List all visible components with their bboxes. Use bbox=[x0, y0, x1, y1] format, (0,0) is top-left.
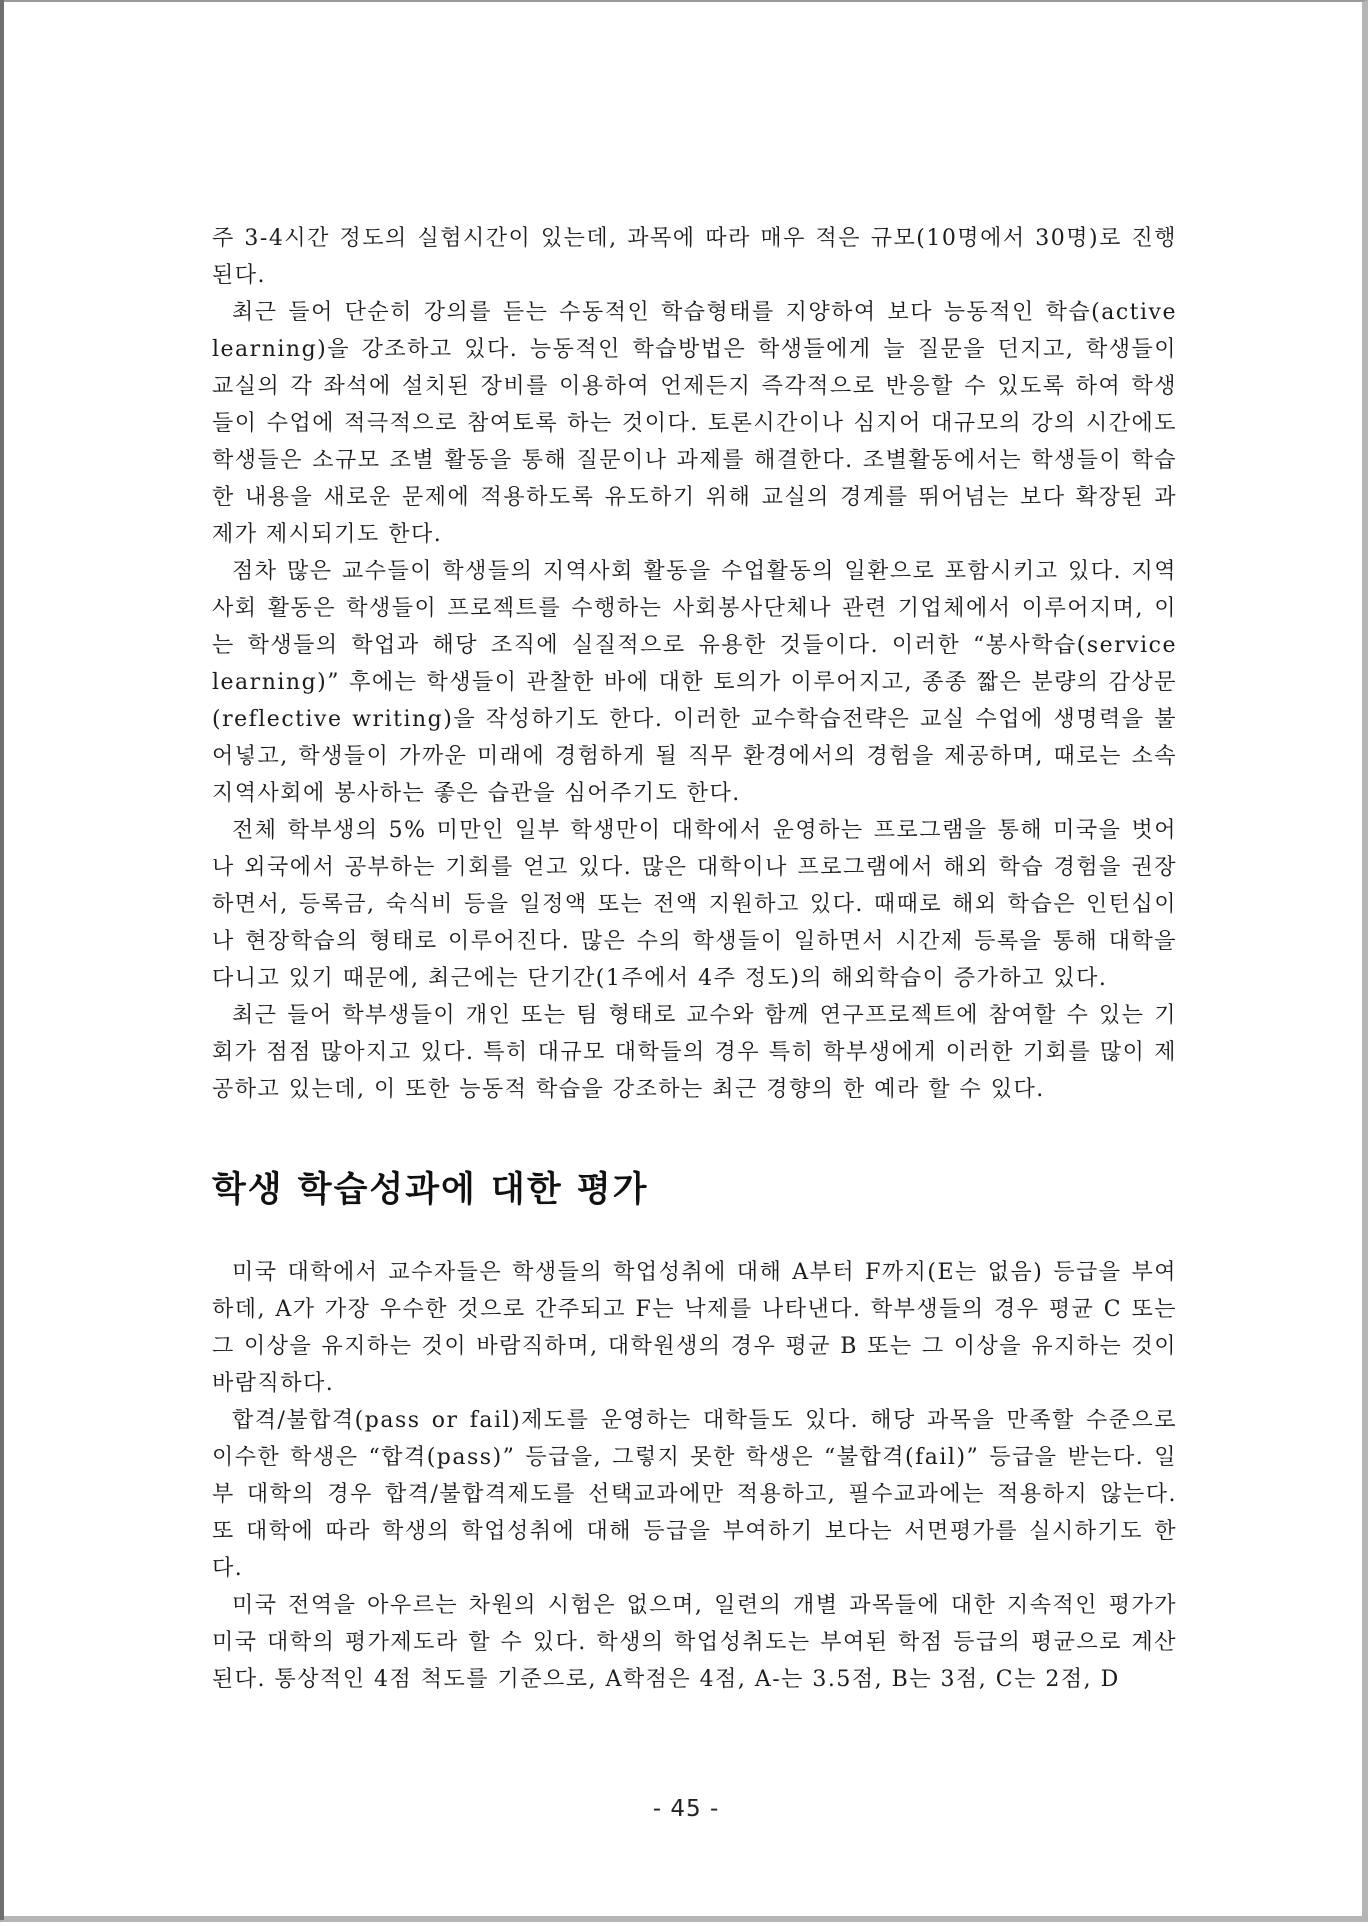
body-paragraph: 전체 학부생의 5% 미만인 일부 학생만이 대학에서 운영하는 프로그램을 통해 미국을 벗어나 외국에서 공부하는 기회를 얻고 있다. 많은 대학이나 프로그램에서 해외 학습 경험을 권장하면서, 등록금, 숙식비 등을 일정액 또는 전액 지원하고 있다. 때때로 해외 학습은 인턴십이나 현장학습의 형태로 이루어진다. 많은 수의 학생들이 일하면서 시간제 등록을 통해 대학을 다니고 있기 때문에, 최근에는 단기간(1주에서 4주 정도)의 해외학습이 증가하고 있다. bbox=[212, 818, 1177, 991]
page-number: - 45 - bbox=[652, 1796, 720, 1822]
body-section-before bbox=[212, 220, 1177, 1108]
body-paragraph: 점차 많은 교수들이 학생들의 지역사회 활동을 수업활동의 일환으로 포함시키고 있다. 지역사회 활동은 학생들이 프로젝트를 수행하는 사회봉사단체나 관련 기업체에서 이루어지며, 이는 학생들의 학업과 해당 조직에 실질적으로 유용한 것들이다. 이러한 “봉사학습(service learning)” 후에는 학생들이 관찰한 바에 대한 토의가 이루어지고, 종종 짧은 분량의 감상문(reflective writing)을 작성하기도 한다. 이러한 교수학습전략은 교실 수업에 생명력을 불어넣고, 학생들이 가까운 미래에 경험하게 될 직무 환경에서의 경험을 제공하며, 때로는 소속 지역사회에 봉사하는 좋은 습관을 심어주기도 한다. bbox=[212, 559, 1177, 806]
body-paragraph: 합격/불합격(pass or fail)제도를 운영하는 대학들도 있다. 해당 과목을 만족할 수준으로 이수한 학생은 “합격(pass)” 등급을, 그렇지 못한 학생은 “불합격(fail)” 등급을 받는다. 일부 대학의 경우 합격/불합격제도를 선택교과에만 적용하고, 필수교과에는 적용하지 않는다. 또 대학에 따라 학생의 학업성취에 대해 등급을 부여하기 보다는 서면평가를 실시하기도 한다. bbox=[212, 1408, 1177, 1581]
page-content bbox=[212, 220, 1177, 1698]
body-section-after bbox=[212, 1254, 1177, 1698]
body-paragraph: 최근 들어 학부생들이 개인 또는 팀 형태로 교수와 함께 연구프로젝트에 참여할 수 있는 기회가 점점 많아지고 있다. 특히 대규모 대학들의 경우 특히 학부생에게 이러한 기회를 많이 제공하고 있는데, 이 또한 능동적 학습을 강조하는 최근 경향의 한 예라 할 수 있다. bbox=[212, 1003, 1177, 1102]
page-edge bbox=[0, 0, 4, 1920]
body-paragraph: 최근 들어 단순히 강의를 듣는 수동적인 학습형태를 지양하여 보다 능동적인 학습(active learning)을 강조하고 있다. 능동적인 학습방법은 학생들에게 늘 질문을 던지고, 학생들이 교실의 각 좌석에 설치된 장비를 이용하여 언제든지 즉각적으로 반응할 수 있도록 하여 학생들이 수업에 적극적으로 참여토록 하는 것이다. 토론시간이나 심지어 대규모의 강의 시간에도 학생들은 소규모 조별 활동을 통해 질문이나 과제를 해결한다. 조별활동에서는 학생들이 학습한 내용을 새로운 문제에 적용하도록 유도하기 위해 교실의 경계를 뛰어넘는 보다 확장된 과제가 제시되기도 한다. bbox=[212, 300, 1177, 547]
body-paragraph: 주 3-4시간 정도의 실험시간이 있는데, 과목에 따라 매우 적은 규모(10명에서 30명)로 진행된다. bbox=[212, 226, 1177, 288]
section-heading: 학생 학습성과에 대한 평가 bbox=[212, 1170, 649, 1210]
body-paragraph: 미국 대학에서 교수자들은 학생들의 학업성취에 대해 A부터 F까지(E는 없음) 등급을 부여하데, A가 가장 우수한 것으로 간주되고 F는 낙제를 나타낸다. 학부생들의 경우 평균 C 또는 그 이상을 유지하는 것이 바람직하며, 대학원생의 경우 평균 B 또는 그 이상을 유지하는 것이 바람직하다. bbox=[212, 1260, 1177, 1396]
body-paragraph: 미국 전역을 아우르는 차원의 시험은 없으며, 일련의 개별 과목들에 대한 지속적인 평가가 미국 대학의 평가제도라 할 수 있다. 학생의 학업성취도는 부여된 학점 등급의 평균으로 계산된다. 통상적인 4점 척도를 기준으로, A학점은 4점, A-는 3.5점, B는 3점, C는 2점, D bbox=[212, 1593, 1177, 1692]
